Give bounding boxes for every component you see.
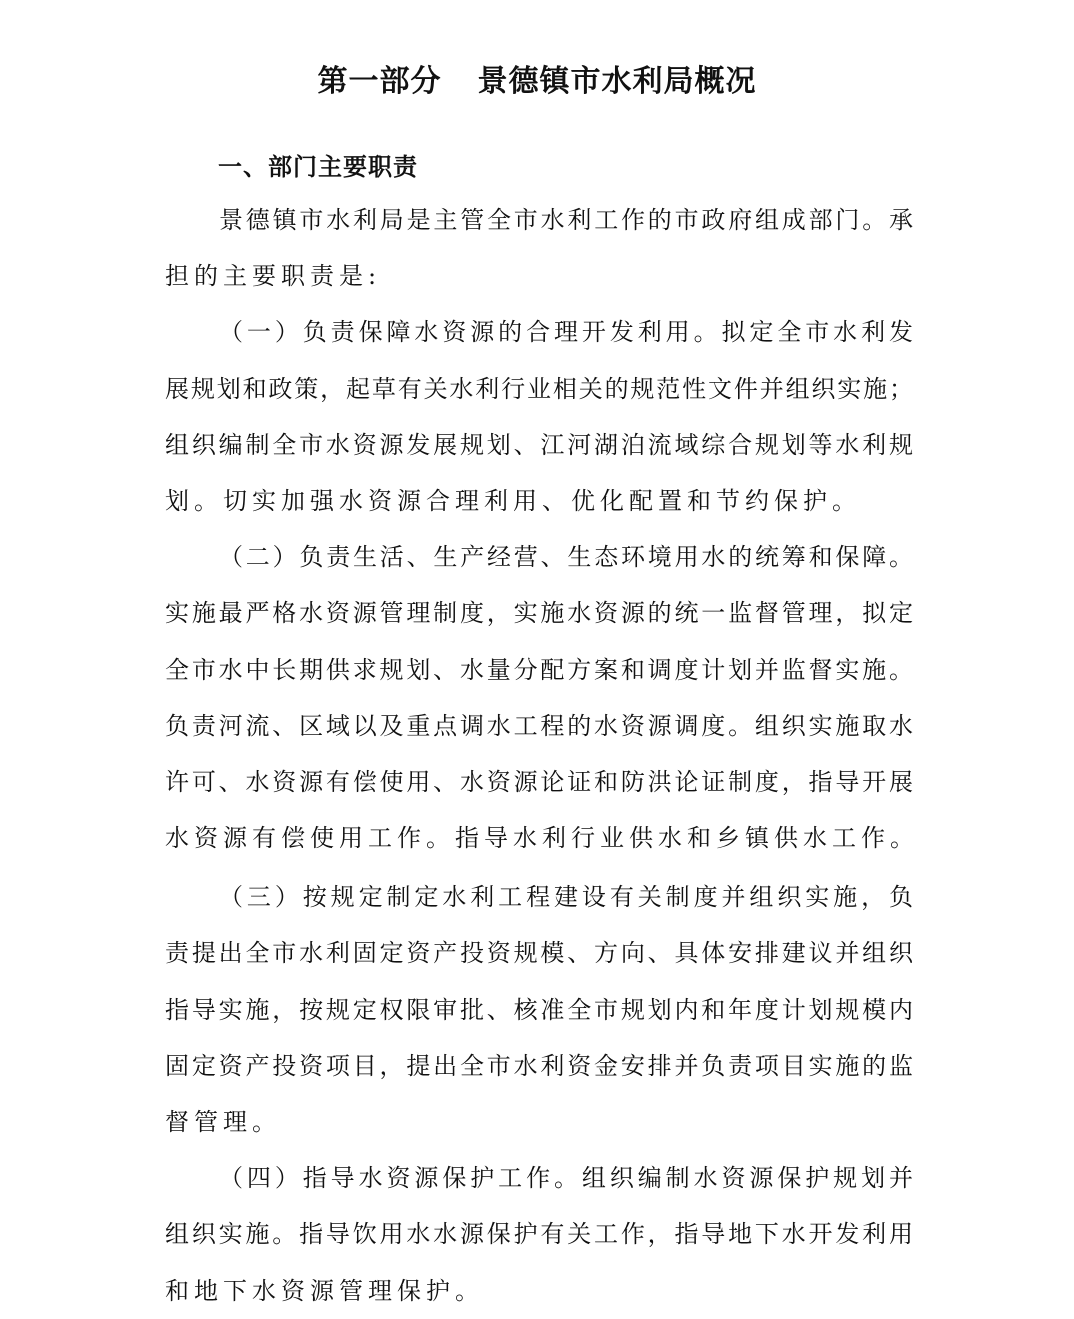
text-line: 组织编制全市水资源发展规划、江河湖泊流域综合规划等水利规: [165, 430, 913, 459]
text-line: 实施最严格水资源管理制度，实施水资源的统一监督管理，拟定: [165, 599, 913, 628]
text-line: 责提出全市水利固定资产投资规模、方向、具体安排建议并组织: [165, 939, 913, 968]
paragraph: [165, 1150, 913, 1319]
paragraph: [165, 529, 919, 866]
text-line: 担的主要职责是:: [165, 262, 382, 291]
paragraph: [165, 869, 913, 1150]
title-part: 第一部分: [317, 64, 442, 99]
text-line: 组织实施。指导饮用水水源保护有关工作，指导地下水开发利用: [165, 1220, 913, 1249]
text-line: 负责河流、区域以及重点调水工程的水资源调度。组织实施取水: [165, 711, 913, 740]
text-line: （四）指导水资源保护工作。组织编制水资源保护规划并: [219, 1164, 913, 1193]
text-line: 督管理。: [165, 1108, 281, 1136]
text-line: 全市水中长期供求规划、水量分配方案和调度计划并监督实施。: [165, 655, 913, 684]
text-line: 固定资产投资项目，提出全市水利资金安排并负责项目实施的监: [165, 1051, 913, 1080]
text-line: 许可、水资源有偿使用、水资源论证和防洪论证制度，指导开展: [165, 767, 913, 796]
page-title: [0, 56, 1074, 100]
paragraph: [165, 192, 913, 304]
section-heading: 一、部门主要职责: [218, 153, 418, 181]
text-line: （三）按规定制定水利工程建设有关制度并组织实施，负: [219, 883, 913, 912]
text-line: 景德镇市水利局是主管全市水利工作的市政府组成部门。承: [219, 206, 913, 234]
text-line: （一）负责保障水资源的合理开发利用。拟定全市水利发: [219, 318, 913, 347]
text-line: 划。切实加强水资源合理利用、优化配置和节约保护。: [165, 486, 861, 515]
text-line: 和地下水资源管理保护。: [165, 1276, 484, 1305]
document-body: [165, 192, 919, 1319]
text-line: 展规划和政策，起草有关水利行业相关的规范性文件并组织实施；: [165, 374, 913, 403]
text-line: 水资源有偿使用工作。指导水利行业供水和乡镇供水工作。: [165, 824, 919, 853]
paragraph: [165, 304, 913, 529]
text-line: （二）负责生活、生产经营、生态环境用水的统筹和保障。: [219, 543, 913, 572]
title-name: 景德镇市水利局概况: [477, 64, 757, 99]
text-line: 指导实施，按规定权限审批、核准全市规划内和年度计划规模内: [165, 995, 913, 1024]
